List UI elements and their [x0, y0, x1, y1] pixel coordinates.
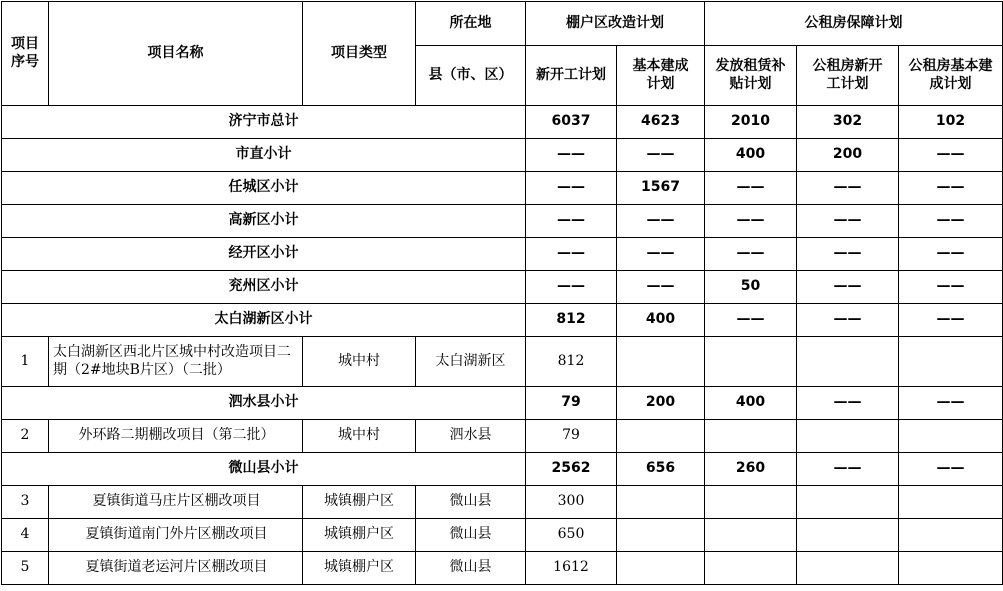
item-new-start: 1612 — [526, 552, 617, 585]
subtotal-label: 济宁市总计 — [2, 106, 526, 139]
subtotal-value: —— — [797, 304, 899, 337]
item-name: 夏镇街道老运河片区棚改项目 — [49, 552, 303, 585]
table-row — [2, 486, 1003, 519]
header-location: 所在地 — [416, 2, 526, 46]
subtotal-value: 1567 — [617, 172, 705, 205]
subtotal-value: —— — [899, 172, 1003, 205]
subtotal-row — [2, 205, 1003, 238]
empty-cell — [797, 420, 899, 453]
item-seq: 5 — [2, 552, 49, 585]
header-type: 项目类型 — [303, 2, 416, 106]
empty-cell — [705, 519, 797, 552]
subtotal-value: —— — [899, 139, 1003, 172]
subtotal-value: 200 — [797, 139, 899, 172]
item-location: 微山县 — [416, 519, 526, 552]
subtotal-value: —— — [797, 453, 899, 486]
item-seq: 4 — [2, 519, 49, 552]
table-row — [2, 420, 1003, 453]
subtotal-value: 4623 — [617, 106, 705, 139]
empty-cell — [705, 420, 797, 453]
subtotal-label: 微山县小计 — [2, 453, 526, 486]
subtotal-label: 经开区小计 — [2, 238, 526, 271]
subtotal-row — [2, 139, 1003, 172]
item-type: 城中村 — [303, 420, 416, 453]
empty-cell — [617, 420, 705, 453]
subtotal-value: —— — [617, 205, 705, 238]
item-name: 夏镇街道南门外片区棚改项目 — [49, 519, 303, 552]
item-new-start: 79 — [526, 420, 617, 453]
header-row-1 — [2, 2, 1003, 46]
subtotal-value: 400 — [705, 387, 797, 420]
item-seq: 2 — [2, 420, 49, 453]
subtotal-value: —— — [797, 271, 899, 304]
header-rent-subsidy: 发放租赁补贴计划 — [705, 46, 797, 106]
item-location: 泗水县 — [416, 420, 526, 453]
empty-cell — [899, 337, 1003, 387]
subtotal-value: —— — [899, 453, 1003, 486]
subtotal-value: —— — [526, 139, 617, 172]
table-body — [2, 2, 1003, 585]
subtotal-value: —— — [899, 238, 1003, 271]
subtotal-row — [2, 172, 1003, 205]
item-location: 太白湖新区 — [416, 337, 526, 387]
subtotal-value: 6037 — [526, 106, 617, 139]
header-seq: 项目序号 — [2, 2, 49, 106]
subtotal-row — [2, 387, 1003, 420]
table-row — [2, 519, 1003, 552]
item-type: 城中村 — [303, 337, 416, 387]
subtotal-value: —— — [526, 172, 617, 205]
item-new-start: 300 — [526, 486, 617, 519]
header-shanty-basic: 基本建成计划 — [617, 46, 705, 106]
empty-cell — [617, 337, 705, 387]
subtotal-row — [2, 304, 1003, 337]
subtotal-value: 2562 — [526, 453, 617, 486]
item-type: 城镇棚户区 — [303, 552, 416, 585]
subtotal-row — [2, 453, 1003, 486]
subtotal-value: —— — [899, 271, 1003, 304]
empty-cell — [617, 519, 705, 552]
subtotal-label: 兖州区小计 — [2, 271, 526, 304]
empty-cell — [899, 552, 1003, 585]
empty-cell — [617, 486, 705, 519]
empty-cell — [899, 486, 1003, 519]
empty-cell — [617, 552, 705, 585]
subtotal-value: —— — [705, 172, 797, 205]
subtotal-value: —— — [899, 205, 1003, 238]
header-shanty-new: 新开工计划 — [526, 46, 617, 106]
header-shanty-plan: 棚户区改造计划 — [526, 2, 705, 46]
empty-cell — [797, 486, 899, 519]
header-name: 项目名称 — [49, 2, 303, 106]
subtotal-value: —— — [797, 172, 899, 205]
item-name: 外环路二期棚改项目（第二批） — [49, 420, 303, 453]
subtotal-value: 79 — [526, 387, 617, 420]
subtotal-value: —— — [705, 304, 797, 337]
header-public-basic: 公租房基本建成计划 — [899, 46, 1003, 106]
item-type: 城镇棚户区 — [303, 486, 416, 519]
subtotal-row — [2, 271, 1003, 304]
subtotal-value: 260 — [705, 453, 797, 486]
subtotal-value: —— — [526, 271, 617, 304]
subtotal-value: —— — [526, 238, 617, 271]
header-public-new: 公租房新开工计划 — [797, 46, 899, 106]
subtotal-value: —— — [617, 139, 705, 172]
subtotal-value: 302 — [797, 106, 899, 139]
subtotal-label: 任城区小计 — [2, 172, 526, 205]
empty-cell — [899, 519, 1003, 552]
item-location: 微山县 — [416, 486, 526, 519]
subtotal-value: 400 — [705, 139, 797, 172]
subtotal-value: —— — [705, 205, 797, 238]
subtotal-value: 656 — [617, 453, 705, 486]
empty-cell — [797, 519, 899, 552]
subtotal-value: —— — [899, 387, 1003, 420]
subtotal-value: 2010 — [705, 106, 797, 139]
subtotal-value: —— — [797, 205, 899, 238]
item-location: 微山县 — [416, 552, 526, 585]
empty-cell — [705, 337, 797, 387]
subtotal-value: —— — [617, 271, 705, 304]
subtotal-label: 高新区小计 — [2, 205, 526, 238]
item-name: 夏镇街道马庄片区棚改项目 — [49, 486, 303, 519]
table-row — [2, 337, 1003, 387]
item-seq: 1 — [2, 337, 49, 387]
item-name: 太白湖新区西北片区城中村改造项目二期（2#地块B片区）（二批） — [49, 337, 303, 387]
subtotal-label: 泗水县小计 — [2, 387, 526, 420]
item-new-start: 812 — [526, 337, 617, 387]
plan-table — [1, 1, 1003, 585]
subtotal-value: —— — [526, 205, 617, 238]
subtotal-value: —— — [617, 238, 705, 271]
empty-cell — [797, 337, 899, 387]
subtotal-value: 812 — [526, 304, 617, 337]
subtotal-value: 400 — [617, 304, 705, 337]
subtotal-value: 200 — [617, 387, 705, 420]
empty-cell — [705, 486, 797, 519]
header-location-sub: 县（市、区） — [416, 46, 526, 106]
empty-cell — [899, 420, 1003, 453]
empty-cell — [797, 552, 899, 585]
subtotal-row — [2, 106, 1003, 139]
subtotal-value: 50 — [705, 271, 797, 304]
item-type: 城镇棚户区 — [303, 519, 416, 552]
subtotal-value: —— — [797, 238, 899, 271]
subtotal-label: 太白湖新区小计 — [2, 304, 526, 337]
subtotal-value: 102 — [899, 106, 1003, 139]
header-public-plan: 公租房保障计划 — [705, 2, 1003, 46]
subtotal-value: —— — [797, 387, 899, 420]
subtotal-row — [2, 238, 1003, 271]
subtotal-value: —— — [899, 304, 1003, 337]
item-seq: 3 — [2, 486, 49, 519]
subtotal-label: 市直小计 — [2, 139, 526, 172]
empty-cell — [705, 552, 797, 585]
item-new-start: 650 — [526, 519, 617, 552]
subtotal-value: —— — [705, 238, 797, 271]
table-row — [2, 552, 1003, 585]
